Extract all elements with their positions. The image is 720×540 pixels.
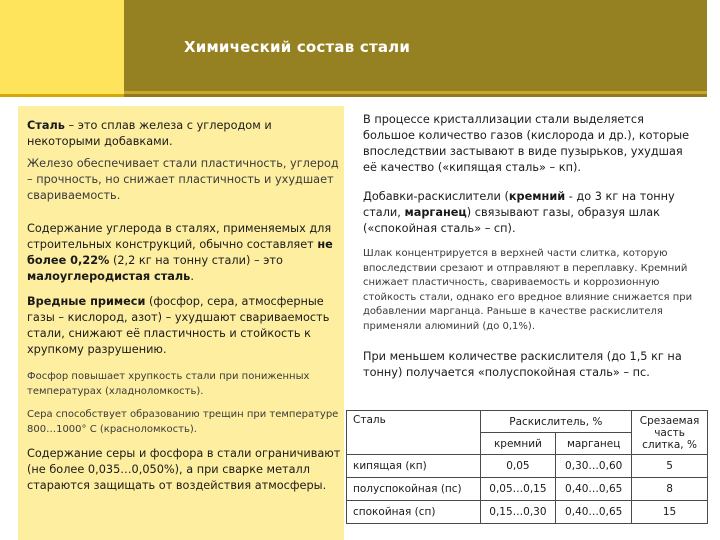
paragraph-semi-killed: При меньшем количестве раскислителя (до 1,5 кг на тонну) получается «полуспокойная сталь» – пс. — [363, 350, 682, 379]
table-cell-grade: кипящая (кп) — [347, 455, 481, 478]
header-accent-block — [0, 0, 124, 94]
table-cell-ingot-cut: 5 — [632, 455, 708, 478]
page-title: Химический состав стали — [184, 38, 411, 56]
paragraph-steel-definition: Сталь – это сплав железа с углеродом и некоторыми добавками. — [27, 119, 272, 148]
table-cell-ingot-cut: 8 — [632, 478, 708, 501]
table-row — [347, 478, 708, 501]
paragraph-harmful-impurities: Вредные примеси (фосфор, сера, атмосферные газы – кислород, азот) – ухудшают свариваемость стали, снижают её пластичность и стойкость к хрупкому разрушению. — [27, 295, 330, 356]
table-cell-silicon: 0,15…0,30 — [480, 501, 556, 524]
table-row — [347, 501, 708, 524]
left-column — [18, 106, 344, 540]
paragraph-crystallization: В процессе кристаллизации стали выделяется большое количество газов (кислорода и др.), которые впоследствии застывают в виде пузырьков, ухудшая её качество («кипящая сталь» – кп). — [363, 113, 690, 174]
table-cell-manganese: 0,40…0,65 — [556, 501, 632, 524]
table-cell-manganese: 0,30…0,60 — [556, 455, 632, 478]
paragraph-phosphorus: Фосфор повышает хрупкость стали при пониженных температурах (хладноломкость). — [27, 371, 310, 397]
table-cell-silicon: 0,05…0,15 — [480, 478, 556, 501]
table-header-silicon: кремний — [480, 433, 556, 455]
table-cell-grade: полуспокойная (пс) — [347, 478, 481, 501]
title-panel — [124, 0, 707, 97]
table-row — [347, 455, 708, 478]
steel-grades-table — [346, 410, 708, 524]
paragraph-deoxidizers: Добавки-раскислители (кремний - до 3 кг на тонну стали, марганец) связывают газы, образуя шлак («спокойная сталь» – сп). — [363, 190, 675, 235]
table-header-ingot-cut: Срезаемая часть слитка, % — [632, 411, 708, 455]
title-panel-inner — [124, 0, 707, 94]
table-header-manganese: марганец — [556, 433, 632, 455]
table-header-deoxidizer: Раскислитель, % — [480, 411, 632, 433]
table-header-steel: Сталь — [347, 411, 481, 455]
right-margin — [707, 0, 720, 540]
table-cell-grade: спокойная (сп) — [347, 501, 481, 524]
paragraph-iron-carbon: Железо обеспечивает стали пластичность, углерод – прочность, но снижает пластичность и ухудшает свариваемость. — [27, 157, 339, 202]
paragraph-slag: Шлак концентрируется в верхней части слитка, которую впоследствии срезают и отправляют в переплавку. Кремний снижает пластичность, свариваемость и коррозионную стойкость стали, однако его вредное влияние снижается при добавлении марганца. Раньше в качестве раскислителя применяли алюминий (до 0,1%). — [363, 248, 693, 332]
table-cell-manganese: 0,40…0,65 — [556, 478, 632, 501]
table-cell-ingot-cut: 15 — [632, 501, 708, 524]
table-cell-silicon: 0,05 — [480, 455, 556, 478]
header-accent-line — [0, 94, 124, 97]
paragraph-sulfur: Сера способствует образованию трещин при температуре 800…1000° С (красноломкость). — [27, 409, 339, 435]
paragraph-carbon-content: Содержание углерода в сталях, применяемых для строительных конструкций, обычно составляет не более 0,22% (2,2 кг на тонну стали) – это малоуглеродистая сталь. — [27, 222, 333, 283]
paragraph-sulfur-phosphorus-limit: Содержание серы и фосфора в стали ограничивают (не более 0,035…0,050%), а при сварке металл стараются защищать от воздействия атмосферы. — [27, 447, 341, 492]
